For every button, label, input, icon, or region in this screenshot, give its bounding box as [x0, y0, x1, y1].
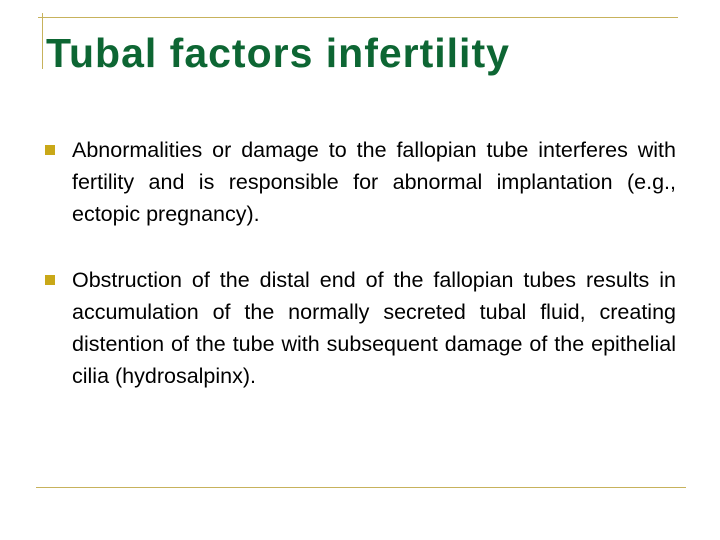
- slide-title: Tubal factors infertility: [46, 30, 510, 76]
- bullet-item: [44, 264, 676, 392]
- left-accent-divider: [42, 13, 43, 69]
- bullet-text: Obstruction of the distal end of the fallopian tubes results in accumulation of the normally secreted tubal fluid, creating distention of the tube with subsequent damage of the epithelial cilia (hydrosalpinx).: [72, 268, 676, 388]
- square-bullet-icon: [45, 145, 55, 155]
- top-divider: [38, 17, 678, 18]
- bullet-item: [44, 134, 676, 230]
- square-bullet-icon: [45, 275, 55, 285]
- bullet-list: [44, 134, 676, 426]
- bottom-divider: [36, 487, 686, 488]
- bullet-text: Abnormalities or damage to the fallopian tube interferes with fertility and is responsible for abnormal implantation (e.g., ectopic pregnancy).: [72, 138, 676, 226]
